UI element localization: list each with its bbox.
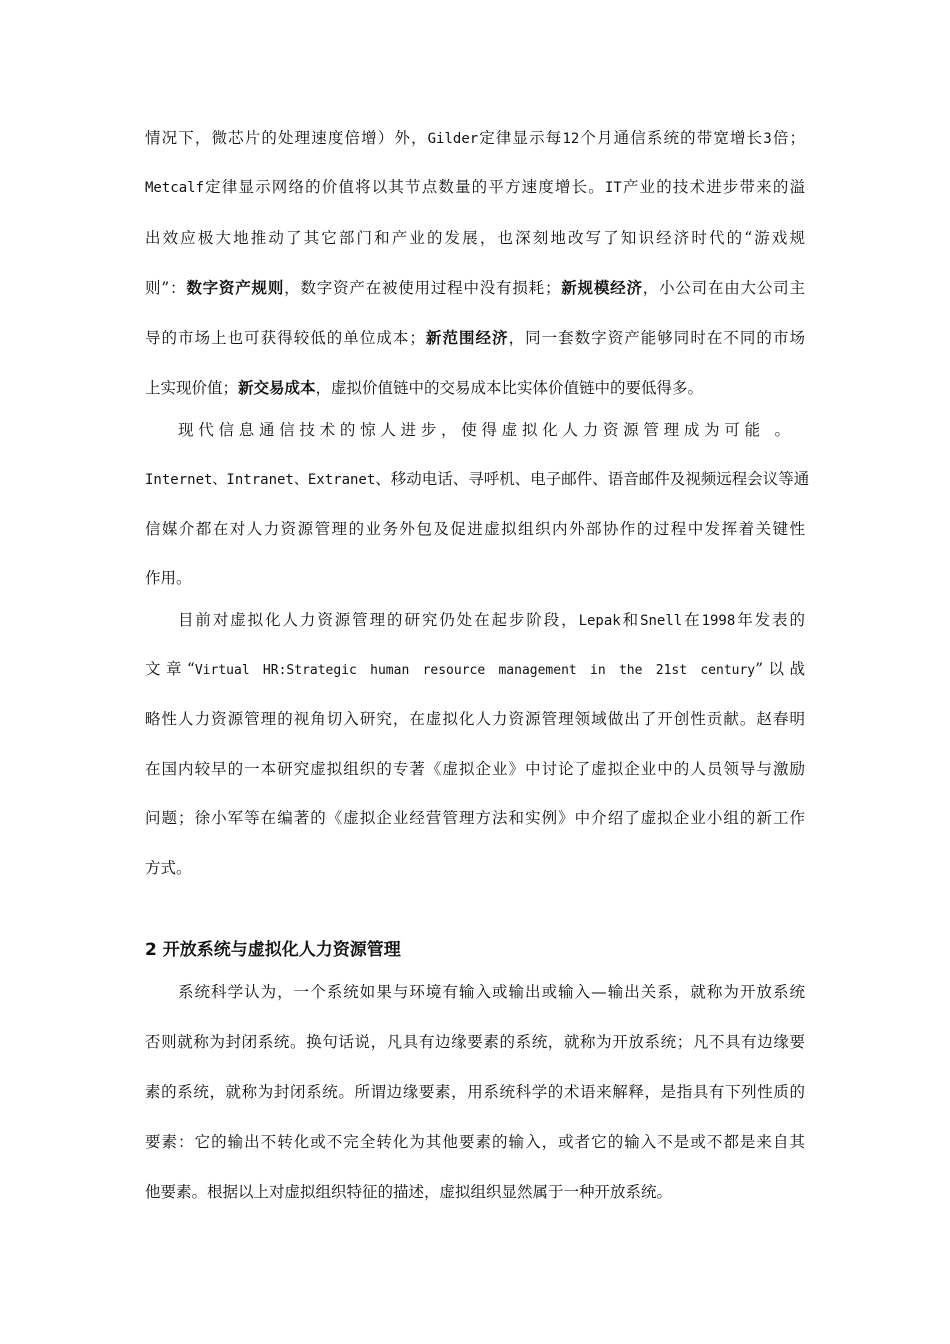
paragraph-4-line-4: 要素：它的输出不转化或不完全转化为其他要素的输入，或者它的输入不是或不都是来自其 bbox=[145, 1133, 805, 1151]
paragraph-3-line-1: 目前对虚拟化人力资源管理的研究仍处在起步阶段，Lepak和Snell在1998年发表的 bbox=[178, 611, 805, 629]
paragraph-2-line-4: 作用。 bbox=[145, 569, 192, 587]
paragraph-1-line-6: 上实现价值；新交易成本，虚拟价值链中的交易成本比实体价值链中的要低得多。 bbox=[145, 378, 704, 397]
paragraph-3-line-4: 在国内较早的一本研究虚拟组织的专著《虚拟企业》中讨论了虚拟企业中的人员领导与激励 bbox=[145, 760, 805, 778]
paragraph-4-line-1: 系统科学认为，一个系统如果与环境有输入或输出或输入—输出关系，就称为开放系统 bbox=[178, 983, 805, 1001]
section-heading: 2 开放系统与虚拟化人力资源管理 bbox=[145, 940, 401, 960]
paragraph-3-line-5: 问题；徐小军等在编著的《虚拟企业经营管理方法和实例》中介绍了虚拟企业小组的新工作 bbox=[145, 809, 805, 827]
paragraph-1-line-5: 导的市场上也可获得较低的单位成本；新范围经济，同一套数字资产能够同时在不同的市场 bbox=[145, 328, 805, 347]
paragraph-1-line-3: 出效应极大地推动了其它部门和产业的发展，也深刻地改写了知识经济时代的“游戏规 bbox=[145, 229, 805, 247]
paragraph-4-line-3: 素的系统，就称为封闭系统。所谓边缘要素，用系统科学的术语来解释，是指具有下列性质的 bbox=[145, 1083, 805, 1101]
paragraph-3-line-2: 文章“Virtual HR:Strategic human resource management in the 21st century”以战 bbox=[145, 660, 805, 678]
paragraph-4-line-2: 否则就称为封闭系统。换句话说，凡具有边缘要素的系统，就称为开放系统；凡不具有边缘要 bbox=[145, 1033, 805, 1051]
paragraph-3-line-3: 略性人力资源管理的视角切入研究，在虚拟化人力资源管理领域做出了开创性贡献。赵春明 bbox=[145, 710, 805, 728]
paragraph-3-line-6: 方式。 bbox=[145, 859, 192, 877]
paragraph-2-line-1: 现代信息通信技术的惊人进步，使得虚拟化人力资源管理成为可能 。 bbox=[178, 421, 790, 439]
paragraph-1-line-4: 则”：数字资产规则，数字资产在被使用过程中没有损耗；新规模经济，小公司在由大公司主 bbox=[145, 278, 805, 297]
paragraph-2-line-3: 信媒介都在对人力资源管理的业务外包及促进虚拟组织内外部协作的过程中发挥着关键性 bbox=[145, 520, 805, 538]
paragraph-4-line-5: 他要素。根据以上对虚拟组织特征的描述，虚拟组织显然属于一种开放系统。 bbox=[145, 1183, 673, 1201]
paragraph-1-line-2: Metcalf定律显示网络的价值将以其节点数量的平方速度增长。IT产业的技术进步带来的溢 bbox=[145, 178, 805, 196]
paragraph-1-line-1: 情况下，微芯片的处理速度倍增）外，Gilder定律显示每12个月通信系统的带宽增长3倍； bbox=[145, 129, 805, 147]
paragraph-2-line-2: Internet、Intranet、Extranet、移动电话、寻呼机、电子邮件、语音邮件及视频远程会议等通 bbox=[145, 470, 810, 488]
